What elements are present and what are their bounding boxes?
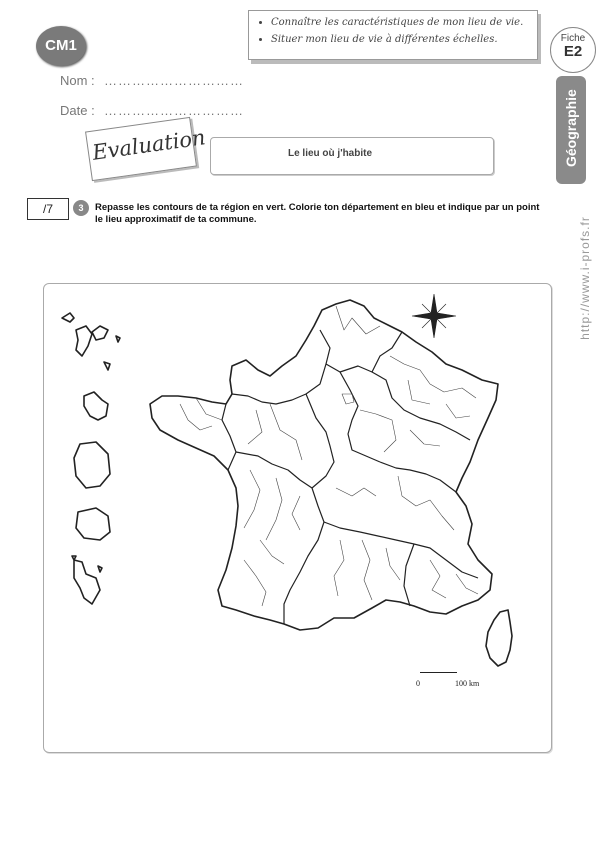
guyane-shape bbox=[74, 442, 110, 488]
corsica-shape bbox=[486, 610, 512, 666]
fiche-label: Fiche bbox=[560, 33, 586, 44]
scale-bar bbox=[420, 672, 457, 673]
compass-icon bbox=[412, 294, 456, 338]
question-number: 3 bbox=[73, 200, 89, 216]
objective-item: • Situer mon lieu de vie à différentes échelles. bbox=[271, 34, 529, 45]
subject-label: Géographie bbox=[563, 89, 579, 167]
martinique-shape bbox=[84, 392, 108, 420]
fiche-code: E2 bbox=[563, 43, 583, 60]
page-title: Le lieu où j'habite bbox=[287, 148, 373, 159]
guadeloupe-shape bbox=[62, 313, 120, 370]
score-box: /7 bbox=[27, 198, 69, 220]
objective-item: • Connaître les caractéristiques de mon lieu de vie. bbox=[271, 17, 529, 28]
france-outline bbox=[150, 300, 498, 630]
reunion-shape bbox=[76, 508, 110, 540]
scale-start-label: 0 bbox=[416, 679, 420, 688]
scale-end-label: 100 km bbox=[455, 679, 480, 688]
question-text: Repasse les contours de ta région en vert. Colorie ton département en bleu et indique par un point le lieu approximatif de ta commune. bbox=[95, 202, 540, 225]
date-field[interactable]: ………………………… bbox=[104, 103, 244, 118]
name-label: Nom : bbox=[60, 73, 95, 88]
level-badge: CM1 bbox=[36, 26, 86, 66]
name-field[interactable]: ………………………… bbox=[104, 73, 244, 88]
evaluation-badge: Evaluation bbox=[90, 125, 207, 165]
website-url: http://www.i-profs.fr bbox=[578, 216, 592, 340]
date-label: Date : bbox=[60, 103, 95, 118]
mayotte-shape bbox=[72, 556, 102, 604]
